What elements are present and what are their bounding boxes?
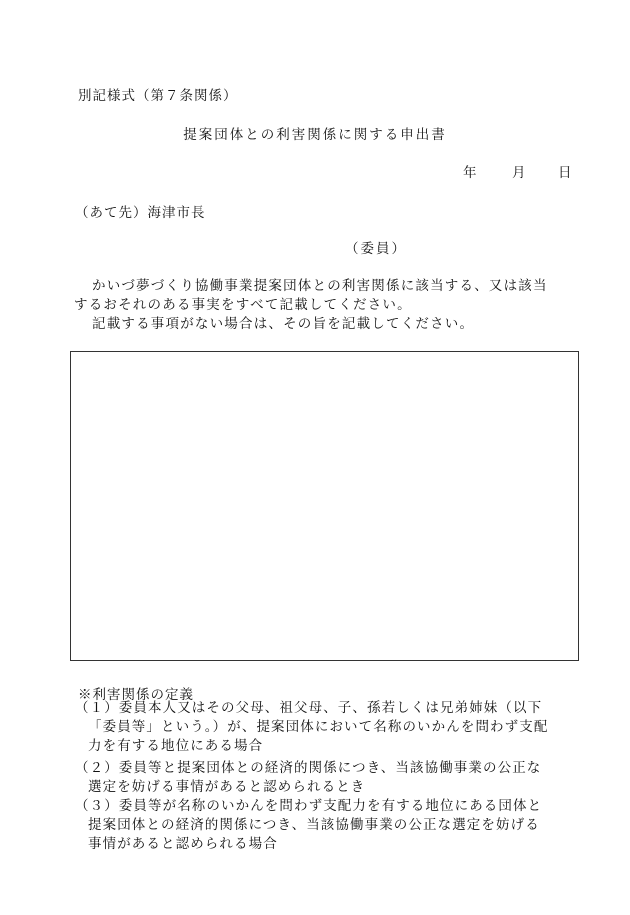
definition-1-line-1: （１）委員本人又はその父母、祖父母、子、孫若しくは兄弟姉妹（以下 [75,700,543,716]
instruction-line-2: するおそれのある事実をすべて記載してください。 [74,297,412,313]
date-day-label: 日 [558,165,573,181]
definition-1-line-3: 力を有する地位にある場合 [88,738,264,754]
definition-1-line-2: 「委員等」という。）が、提案団体において名称のいかんを問わず支配 [88,719,549,735]
statement-entry-box[interactable] [70,351,579,661]
definition-item-1 [75,699,580,756]
definition-3-line-2: 提案団体との経済的関係につき、当該協働事業の公正な選定を妨げる [88,817,540,833]
instruction-paragraph-1 [74,277,576,315]
definition-2-line-2: 選定を妨げる事情があると認められるとき [88,779,366,795]
date-year-label: 年 [463,165,478,181]
instruction-line-1: かいづ夢づくり協働事業提案団体との利害関係に該当する、又は該当 [92,278,548,294]
definition-3-line-3: 事情があると認められる場合 [88,836,278,852]
addressee: （あて先）海津市長 [75,205,206,221]
form-label: 別記様式（第７条関係） [78,88,238,104]
definitions-heading: ※利害関係の定義 [78,687,194,703]
definition-3-line-1: （３）委員等が名称のいかんを問わず支配力を有する地位にある団体と [75,798,543,814]
member-label: （委員） [345,241,407,257]
document-title: 提案団体との利害関係に関する申出書 [183,127,447,143]
instruction-line-3: 記載する事項がない場合は、その旨を記載してください。 [92,316,475,332]
date-month-label: 月 [512,165,527,181]
instruction-paragraph-2 [78,315,576,334]
definition-item-2 [75,759,580,797]
definition-item-3 [75,797,580,854]
definition-2-line-1: （２）委員等と提案団体との経済的関係につき、当該協働事業の公正な [75,760,542,776]
